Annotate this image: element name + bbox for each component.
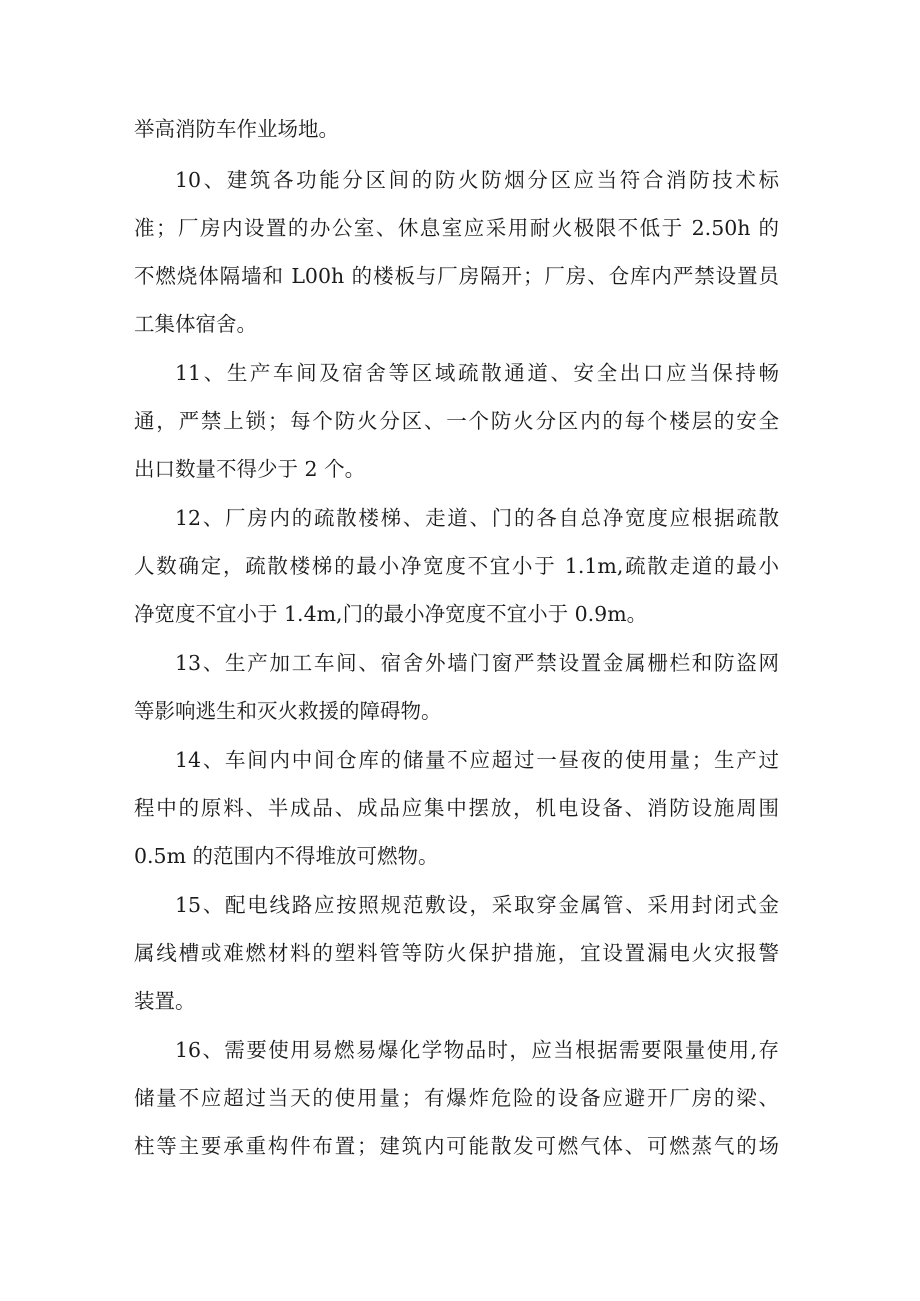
text-line: 储量不应超过当天的使用量；有爆炸危险的设备应避开厂房的梁、 [134, 1086, 779, 1110]
text-line: 人数确定，疏散楼梯的最小净宽度不宜小于 1.1m,疏散走道的最小 [134, 554, 779, 578]
text-line: 工集体宿舍。 [134, 312, 257, 336]
text-line: 12、厂房内的疏散楼梯、走道、门的各自总净宽度应根据疏散 [175, 506, 779, 530]
text-line: 14、车间内中间仓库的储量不应超过一昼夜的使用量；生产过 [175, 748, 779, 772]
text-line: 举高消防车作业场地。 [134, 117, 339, 141]
text-line: 通，严禁上锁；每个防火分区、一个防火分区内的每个楼层的安全 [134, 409, 779, 433]
text-line: 不燃烧体隔墙和 L00h 的楼板与厂房隔开；厂房、仓库内严禁设置员 [134, 264, 779, 288]
document-page [134, 0, 779, 1301]
text-line: 出口数量不得少于 2 个。 [134, 457, 366, 481]
text-line: 10、建筑各功能分区间的防火防烟分区应当符合消防技术标 [175, 168, 779, 192]
text-line: 属线槽或难燃材料的塑料管等防火保护措施，宜设置漏电火灾报警 [134, 941, 779, 965]
text-line: 准；厂房内设置的办公室、休息室应采用耐火极限不低于 2.50h 的 [134, 216, 779, 240]
text-line: 净宽度不宜小于 1.4m,门的最小净宽度不宜小于 0.9m。 [134, 602, 648, 626]
text-line: 0.5m 的范围内不得堆放可燃物。 [134, 844, 439, 868]
text-line: 15、配电线路应按照规范敷设，采取穿金属管、采用封闭式金 [175, 893, 779, 917]
text-line: 柱等主要承重构件布置；建筑内可能散发可燃气体、可燃蒸气的场 [134, 1134, 779, 1158]
text-line: 等影响逃生和灭火救援的障碍物。 [134, 699, 442, 723]
text-line: 13、生产加工车间、宿舍外墙门窗严禁设置金属栅栏和防盗网 [175, 651, 779, 675]
text-line: 程中的原料、半成品、成品应集中摆放，机电设备、消防设施周围 [134, 796, 779, 820]
text-line: 装置。 [134, 989, 196, 1013]
text-line: 11、生产车间及宿舍等区域疏散通道、安全出口应当保持畅 [175, 361, 779, 385]
text-line: 16、需要使用易燃易爆化学物品时，应当根据需要限量使用,存 [175, 1038, 779, 1062]
